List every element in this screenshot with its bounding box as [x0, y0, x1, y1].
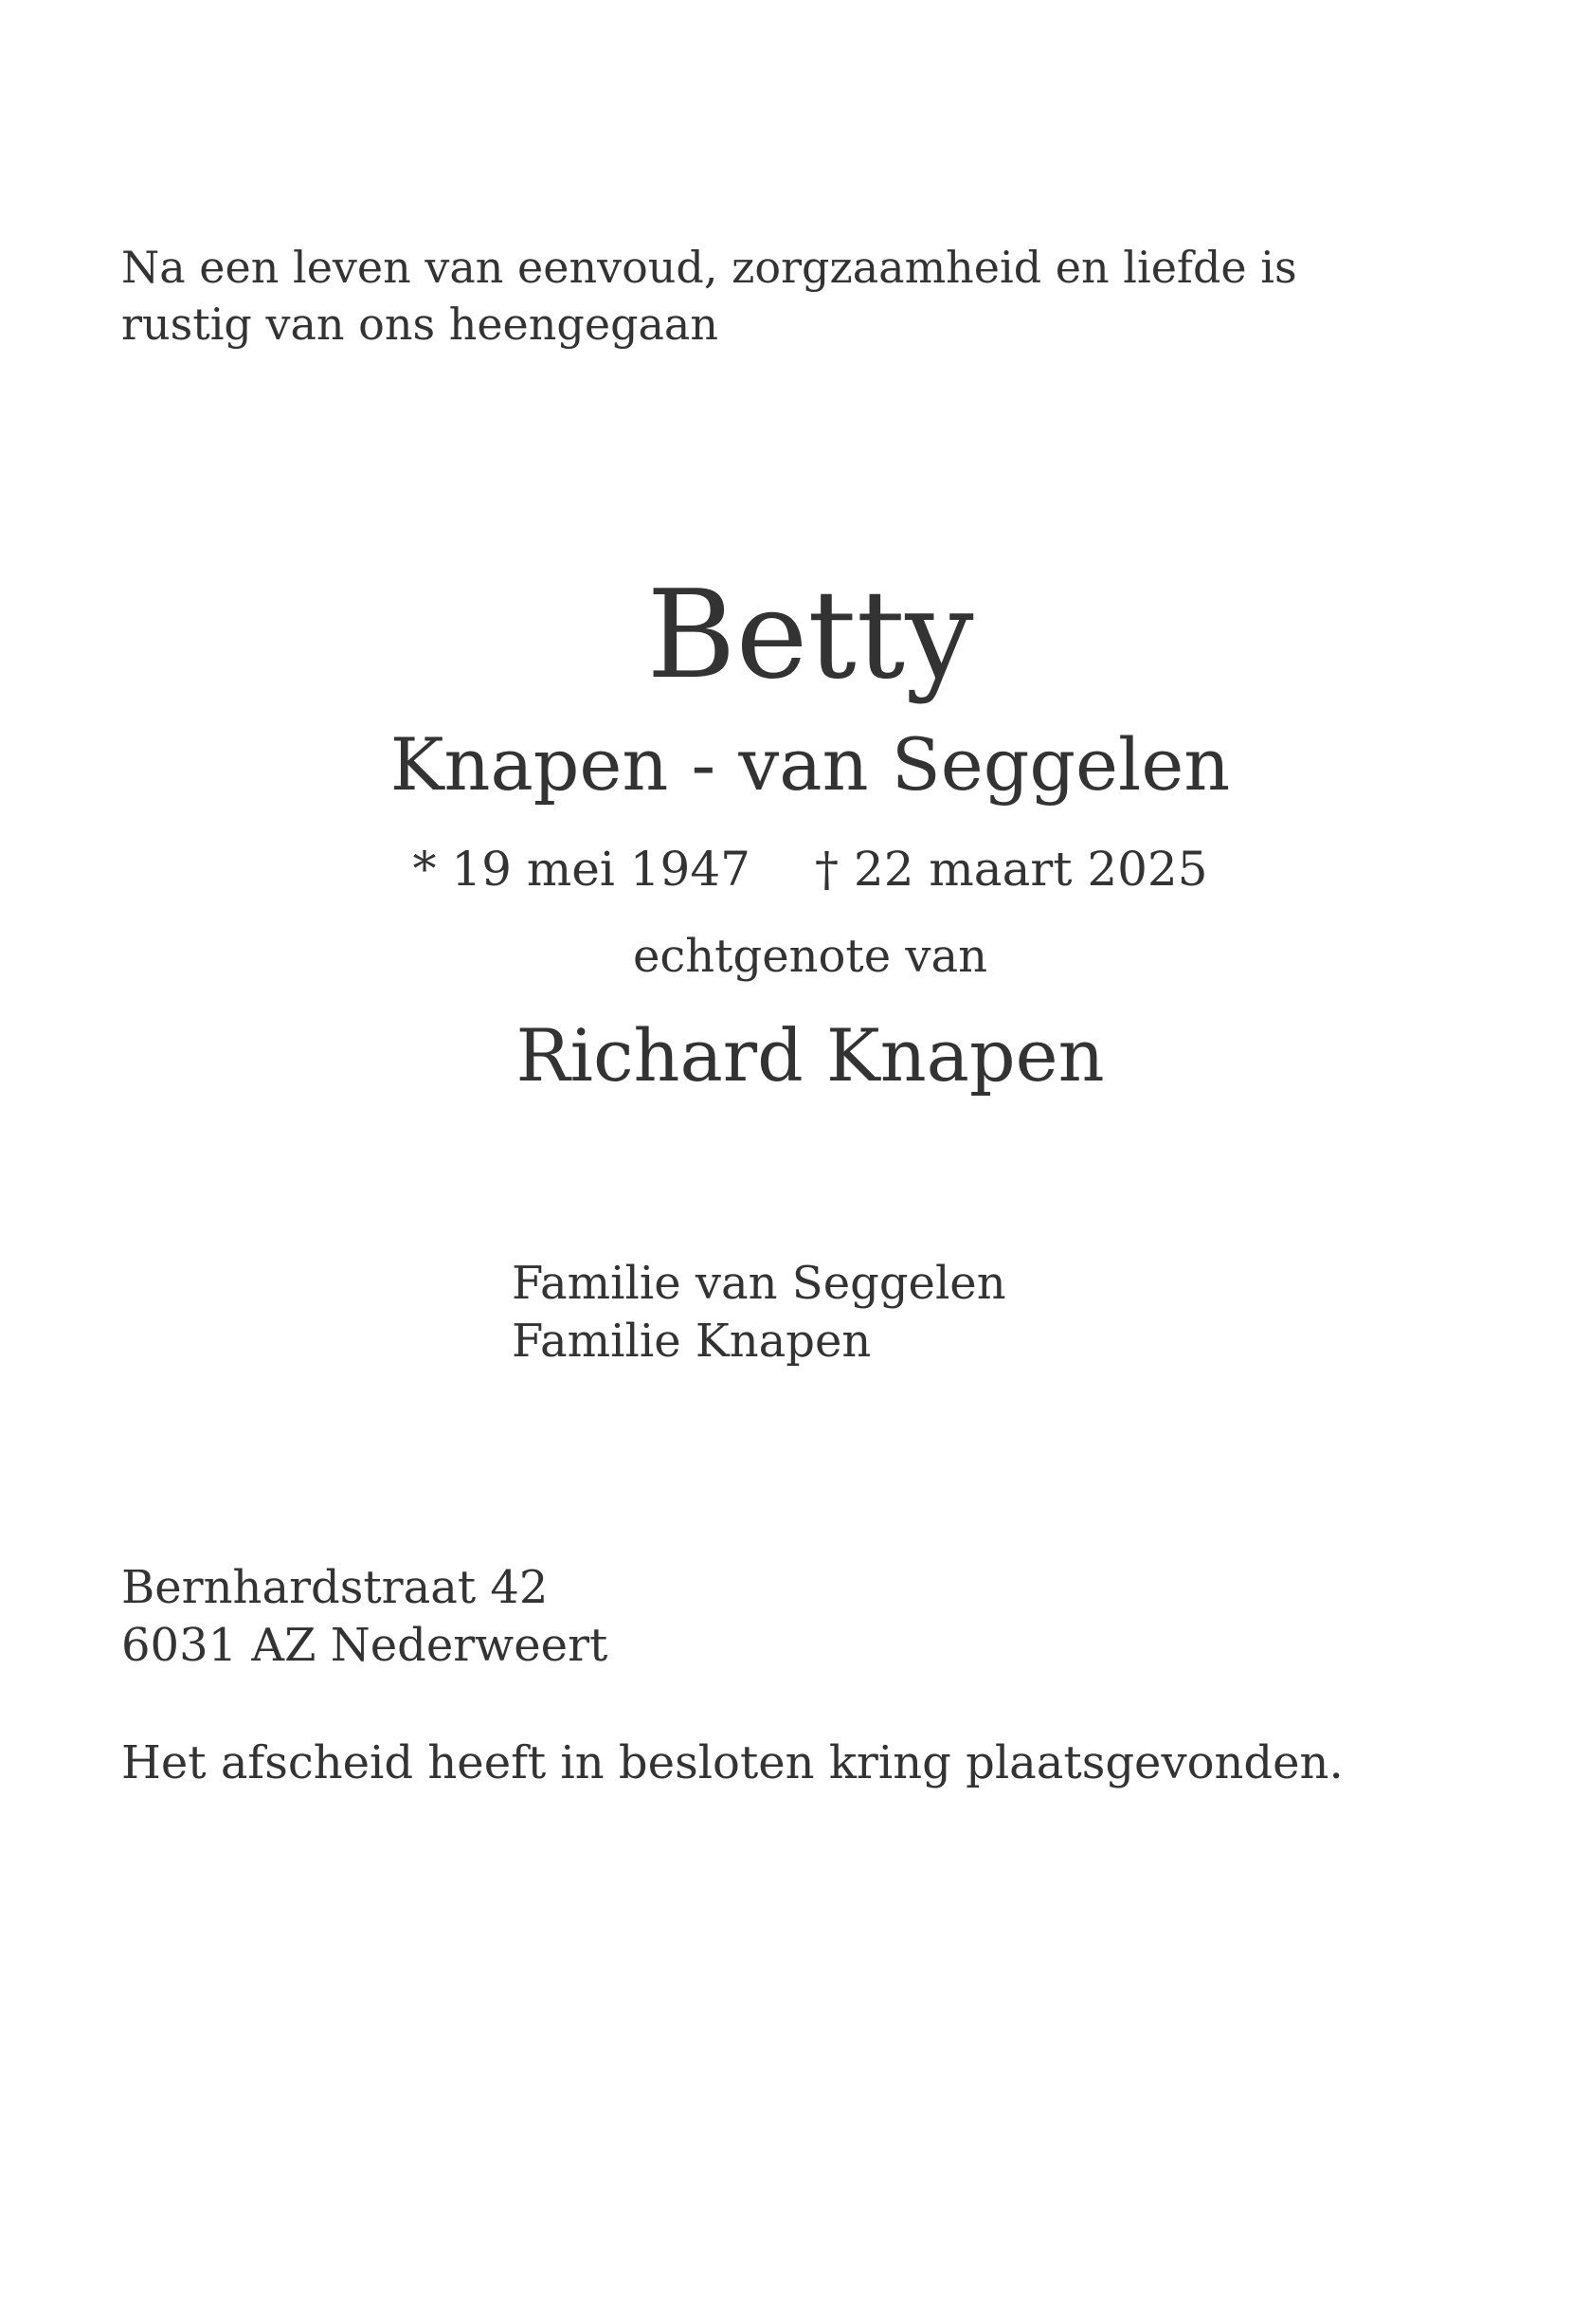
death-date: † 22 maart 2025 — [814, 842, 1208, 897]
deceased-first-name: Betty — [646, 565, 974, 706]
family-item: Familie Knapen — [512, 1315, 872, 1368]
deceased-surname: Knapen - van Seggelen — [389, 722, 1231, 807]
intro-line-1: Na een leven van eenvoud, zorgzaamheid en liefde is — [121, 242, 1297, 293]
correspondence-address — [121, 1559, 607, 1675]
life-dates — [0, 836, 1590, 902]
intro-text — [121, 239, 1448, 353]
intro-line-2: rustig van ons heengegaan — [121, 299, 718, 350]
family-item: Familie van Seggelen — [512, 1257, 1006, 1310]
address-city: 6031 AZ Nederweert — [121, 1619, 608, 1672]
birth-date: * 19 mei 1947 — [412, 842, 750, 897]
spouse-name: Richard Knapen — [515, 1013, 1105, 1098]
address-street: Bernhardstraat 42 — [121, 1561, 549, 1614]
family-list — [512, 1255, 1006, 1371]
spouse-relation: echtgenote van — [632, 930, 988, 983]
farewell-note: Het afscheid heeft in besloten kring plaatsgevonden. — [121, 1736, 1344, 1789]
